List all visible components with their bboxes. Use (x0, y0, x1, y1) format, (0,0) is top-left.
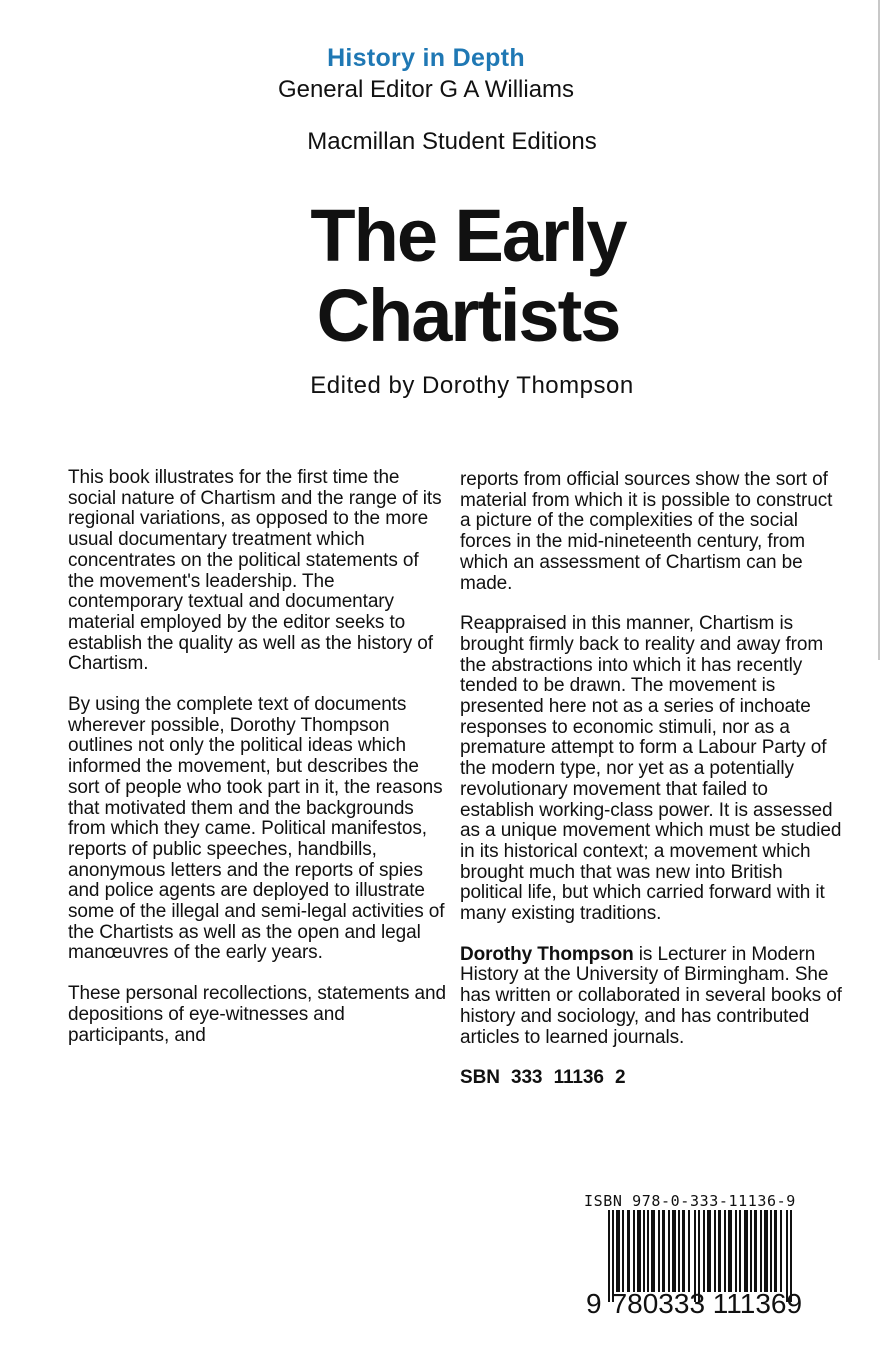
general-editor: General Editor G A Williams (277, 76, 575, 103)
imprint: Macmillan Student Editions (307, 128, 597, 155)
book-title-line-1: The Early (310, 194, 626, 277)
barcode-digit-rest: 780333 111369 (611, 1288, 803, 1319)
sbn-number: SBN 333 11136 2 (460, 1067, 626, 1089)
barcode-digits (586, 1288, 802, 1320)
paragraph: reports from official sources show the sort of material from which it is possible to construct a picture of the complexities of the social forces in the mid-nineteenth century, from which an assessment of Chartism can be made. (460, 469, 833, 594)
book-title-line-2: Chartists (316, 274, 620, 357)
author-bio (460, 945, 845, 1049)
paragraph: These personal recollections, statements and depositions of eye-witnesses and participants, and (68, 983, 446, 1046)
series-title: History in Depth (327, 44, 525, 72)
barcode-digit-lead: 9 (586, 1288, 602, 1319)
author-bio-text: is Lecturer in Modern History at the University of Birmingham. She has written or collaborated in several books of history and sociology, and has contributed articles to learned journals. (460, 943, 842, 1048)
paragraph: This book illustrates for the first time the social nature of Chartism and the range of its regional variations, as opposed to the more usual documentary treatment which concentrates on the political statements of the movement's leadership. The contemporary textual and documentary material employed by the editor seeks to establish the quality as well as the history of Chartism. (68, 467, 442, 675)
isbn-label: ISBN 978-0-333-11136-9 (584, 1192, 796, 1210)
book-title (28, 196, 880, 356)
left-column (68, 468, 448, 1066)
byline: Edited by Dorothy Thompson (310, 372, 634, 399)
paragraph: By using the complete text of documents wherever possible, Dorothy Thompson outlines not only the political ideas which informed the movement, but describes the sort of people who took part in it, the reasons that motivated them and the backgrounds from which they came. Political manifestos, reports of public speeches, handbills, anonymous letters and the reports of spies and police agents are deployed to illustrate some of the illegal and semi-legal activities of the Chartists as well as the open and legal manœuvres of the early years. (68, 694, 445, 964)
right-column (460, 470, 845, 1089)
paragraph: Reappraised in this manner, Chartism is brought firmly back to reality and away from the abstractions into which it has recently tended to be drawn. The movement is presented here not as a series of inchoate responses to economic stimuli, nor as a premature attempt to form a Labour Party of the modern type, nor yet as a potentially revolutionary movement that failed to establish working-class power. It is assessed as a unique movement which must be studied in its historical context; a movement which brought much that was new into British political life, but which carried forward with it many existing traditions. (460, 613, 842, 925)
barcode-block (582, 1192, 822, 1319)
author-name: Dorothy Thompson (460, 943, 634, 965)
